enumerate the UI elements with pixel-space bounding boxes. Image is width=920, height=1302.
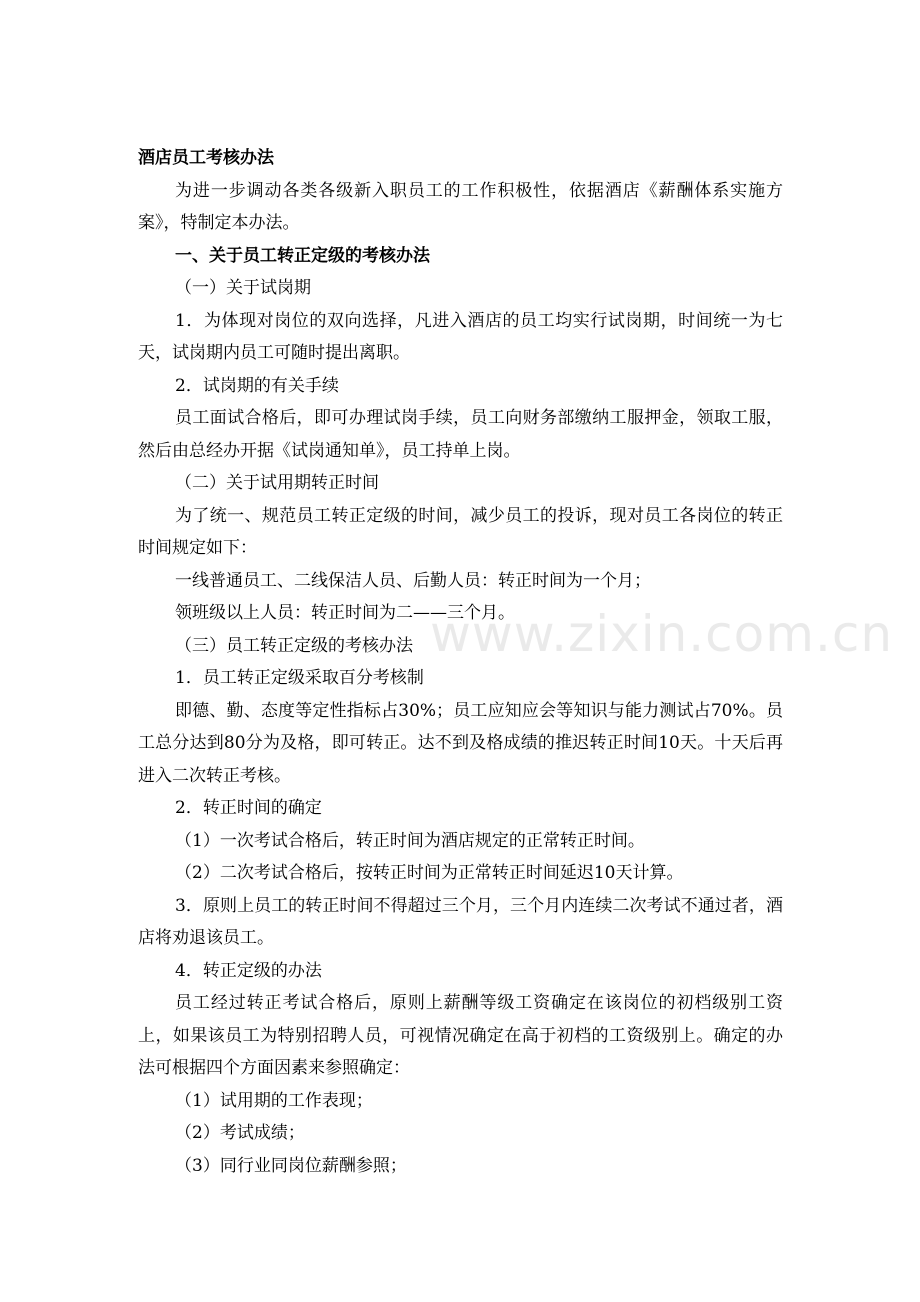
subsection-heading: （二）关于试用期转正时间	[175, 473, 379, 493]
item-heading: 4．转正定级的办法	[175, 960, 322, 981]
list-item: （2）考试成绩；	[175, 1123, 305, 1143]
document-body	[138, 142, 783, 1182]
list-item: （3）同行业同岗位薪酬参照；	[175, 1155, 407, 1176]
list-item: （1）一次考试合格后，转正时间为酒店规定的正常转正时间。	[175, 830, 645, 851]
paragraph: 员工面试合格后，即可办理试岗手续，员工向财务部缴纳工服押金，领取工服，然后由总经办开据《试岗通知单》，员工持单上岗。	[138, 408, 783, 461]
document-title: 酒店员工考核办法	[138, 148, 274, 168]
item-heading: 2．转正时间的确定	[175, 798, 322, 818]
item-heading: 2．试岗期的有关手续	[175, 375, 339, 396]
paragraph: 3．原则上员工的转正时间不得超过三个月，三个月内连续二次考试不通过者，酒店将劝退该员工。	[138, 895, 783, 948]
list-item: （1）试用期的工作表现；	[175, 1090, 373, 1111]
paragraph: 一线普通员工、二线保洁人员、后勤人员：转正时间为一个月；	[175, 570, 651, 591]
paragraph: 为了统一、规范员工转正定级的时间，减少员工的投诉，现对员工各岗位的转正时间规定如下：	[138, 505, 783, 558]
paragraph: 即德、勤、态度等定性指标占30%；员工应知应会等知识与能力测试占70%。员工总分达到80分为及格，即可转正。达不到及格成绩的推迟转正时间10天。十天后再进入二次转正考核。	[138, 700, 783, 786]
section-heading: 一、关于员工转正定级的考核办法	[175, 245, 430, 266]
paragraph: 员工经过转正考试合格后，原则上薪酬等级工资确定在该岗位的初档级别工资上，如果该员工为特别招聘人员，可视情况确定在高于初档的工资级别上。确定的办法可根据四个方面因素来参照确定：	[138, 993, 783, 1078]
item-heading: 1．员工转正定级采取百分考核制	[175, 668, 424, 688]
subsection-heading: （一）关于试岗期	[175, 278, 311, 298]
intro-paragraph: 为进一步调动各类各级新入职员工的工作积极性，依据酒店《薪酬体系实施方案》，特制定本办法。	[138, 180, 783, 233]
subsection-heading: （三）员工转正定级的考核办法	[175, 635, 413, 656]
paragraph: 领班级以上人员：转正时间为二——三个月。	[175, 603, 515, 623]
paragraph: 1．为体现对岗位的双向选择，凡进入酒店的员工均实行试岗期，时间统一为七天，试岗期内员工可随时提出离职。	[138, 310, 783, 363]
list-item: （2）二次考试合格后，按转正时间为正常转正时间延迟10天计算。	[175, 863, 684, 883]
watermark: www.zixin.com.cn	[430, 605, 894, 663]
